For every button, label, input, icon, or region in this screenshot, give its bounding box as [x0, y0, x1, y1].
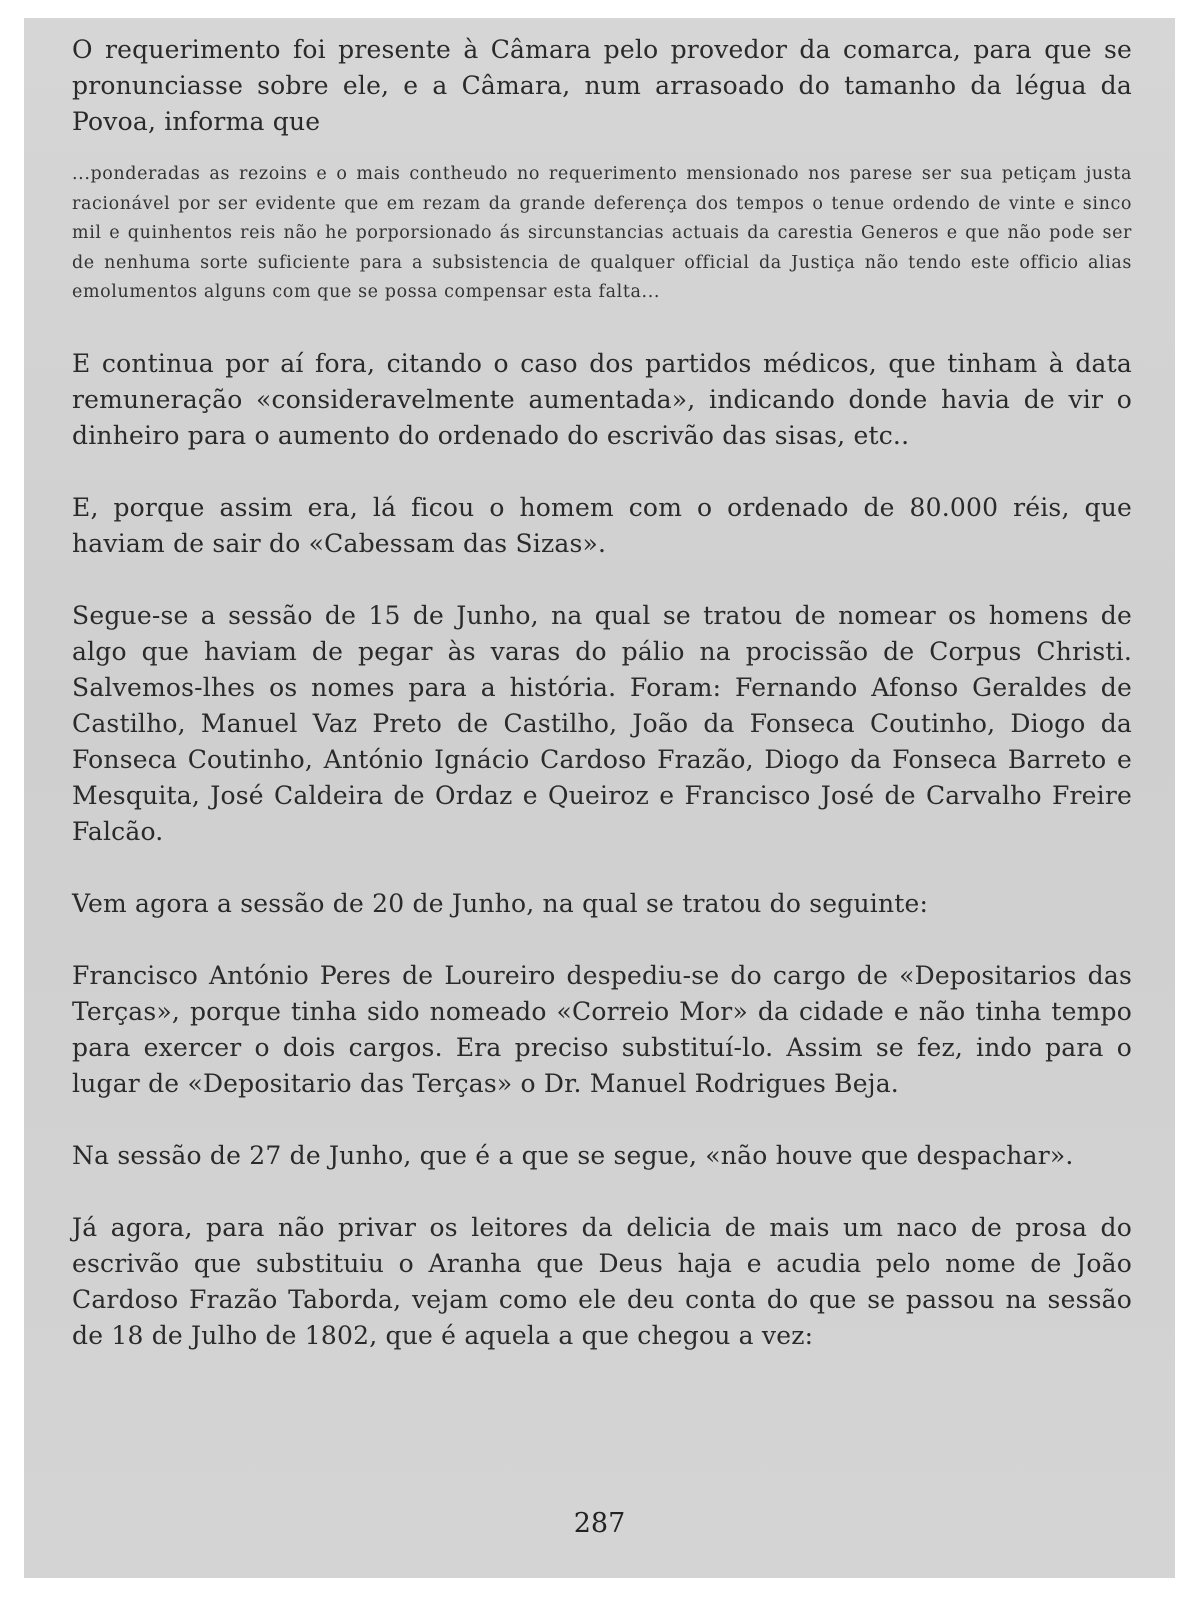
paragraph-sessao-20-junho: Vem agora a sessão de 20 de Junho, na qual se tratou do seguinte: — [72, 888, 929, 918]
paragraph-ja-agora: Já agora, para não privar os leitores da delicia de mais um naco de prosa do escrivão que substituiu o Aranha que Deus haja e acudia pelo nome de João Cardoso Frazão Taborda, vejam como ele deu conta do que se passou na sessão de 18 de Julho de 1802, que é aquela a que chegou a vez: — [72, 1212, 1132, 1350]
paragraph-sessao-27-junho: Na sessão de 27 de Junho, que é a que se segue, «não houve que despachar». — [72, 1140, 1074, 1170]
page-body — [72, 32, 1132, 1354]
page-number: 287 — [573, 1508, 626, 1539]
book-page — [24, 18, 1175, 1578]
paragraph-ordenado: E, porque assim era, lá ficou o homem com o ordenado de 80.000 réis, que haviam de sair do «Cabessam das Sizas». — [72, 492, 1132, 558]
paragraph-sessao-15-junho: Segue-se a sessão de 15 de Junho, na qual se tratou de nomear os homens de algo que haviam de pegar às varas do pálio na procissão de Corpus Christi. Salvemos-lhes os nomes para a história. Foram: Fernando Afonso Geraldes de Castilho, Manuel Vaz Preto de Castilho, João da Fonseca Coutinho, Diogo da Fonseca Coutinho, António Ignácio Cardoso Frazão, Diogo da Fonseca Barreto e Mesquita, José Caldeira de Ordaz e Queiroz e Francisco José de Carvalho Freire Falcão. — [72, 600, 1132, 846]
quoted-document-excerpt: ...ponderadas as rezoins e o mais contheudo no requerimento mensionado nos parese ser sua petiçam justa racionável por ser evidente que em rezam da grande deferença dos tempos o tenue ordendo de vinte e sinco mil e quinhentos reis não he porporsionado ás sircunstancias actuais da carestia Generos e que não pode ser de nenhuma sorte suficiente para a subsistencia de qualquer official da Justiça não tendo este officio alias emolumentos alguns com que se possa compensar esta falta... — [72, 164, 1132, 302]
paragraph-continua: E continua por aí fora, citando o caso dos partidos médicos, que tinham à data remuneração «consideravelmente aumentada», indicando donde havia de vir o dinheiro para o aumento do ordenado do escrivão das sisas, etc.. — [72, 348, 1132, 450]
paragraph-depositario: Francisco António Peres de Loureiro despediu-se do cargo de «Depositarios das Terças», porque tinha sido nomeado «Correio Mor» da cidade e não tinha tempo para exercer o dois cargos. Era preciso substituí-lo. Assim se fez, indo para o lugar de «Depositario das Terças» o Dr. Manuel Rodrigues Beja. — [72, 960, 1132, 1098]
paragraph-requerimento: O requerimento foi presente à Câmara pelo provedor da comarca, para que se pronunciasse sobre ele, e a Câmara, num arrasoado do tamanho da légua da Povoa, informa que — [72, 35, 1132, 136]
